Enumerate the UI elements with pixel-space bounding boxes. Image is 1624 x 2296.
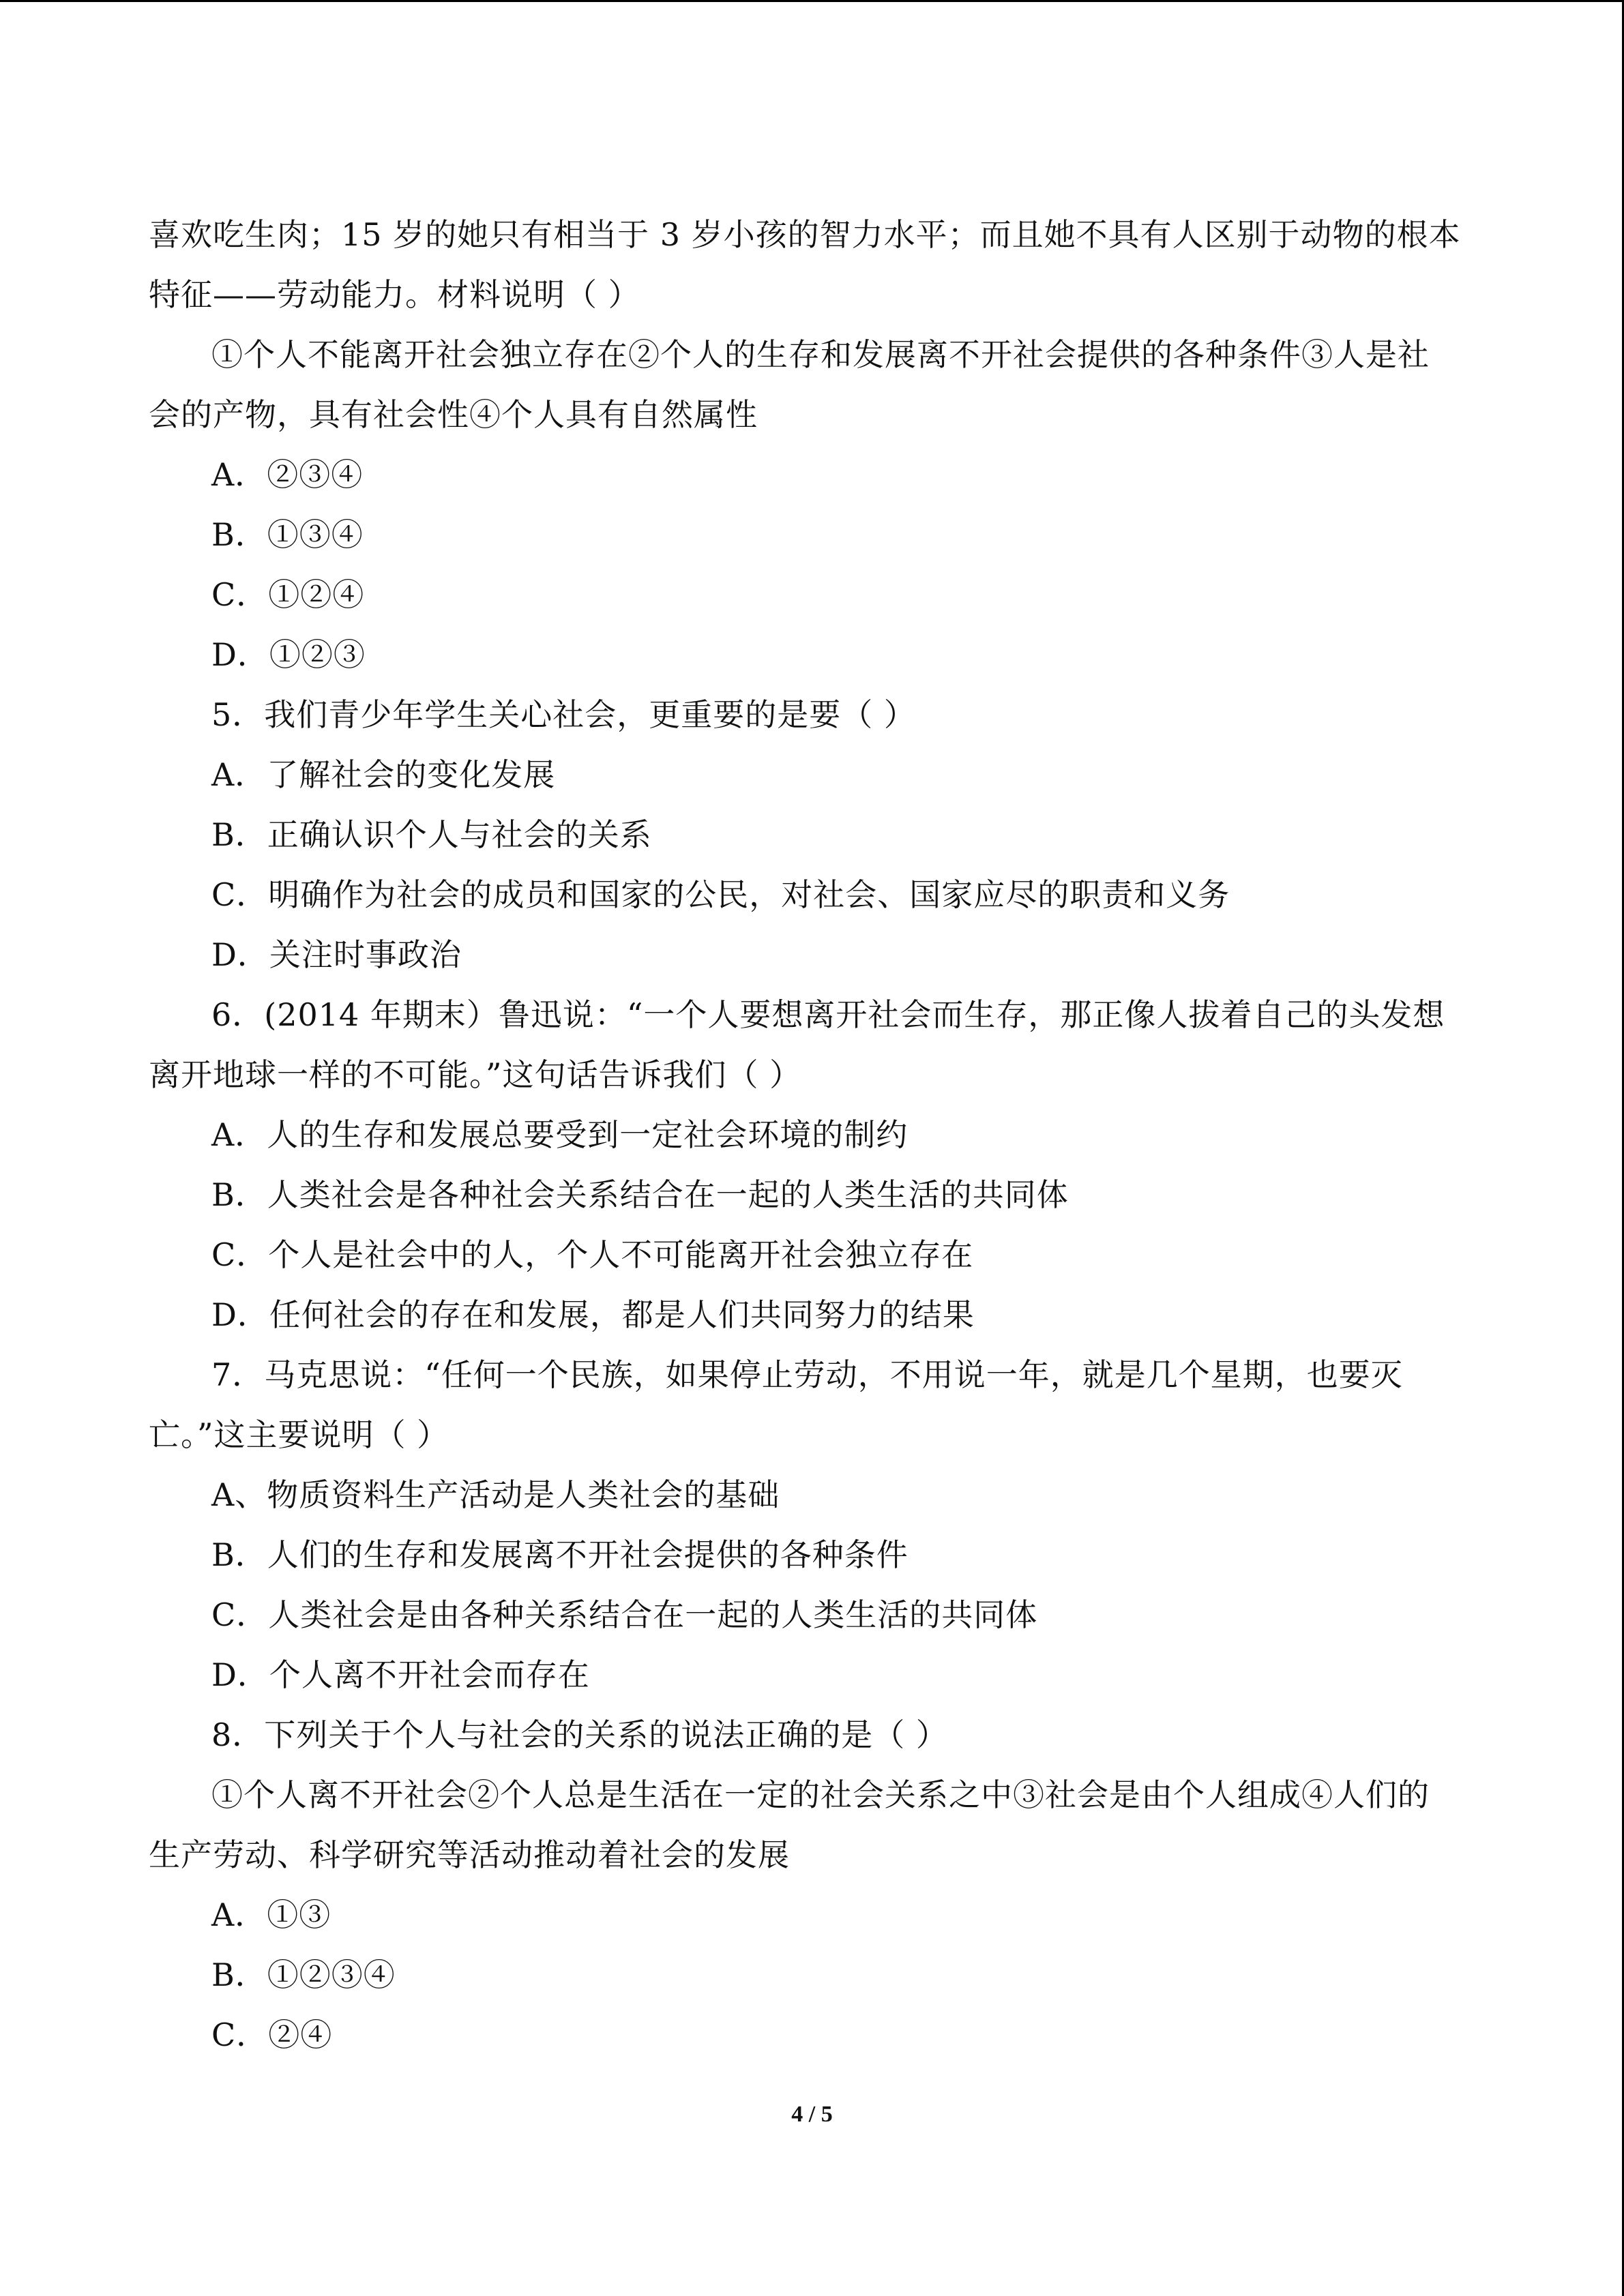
statement-line: ①个人不能离开社会独立存在②个人的生存和发展离不开社会提供的各种条件③人是社 [211, 336, 1430, 373]
question-5: 5．我们青少年学生关心社会，更重要的是要（ ） [211, 696, 916, 733]
question-6: 6．(2014 年期末）鲁迅说：“一个人要想离开社会而生存，那正像人拔着自己的头发想 [211, 996, 1445, 1033]
answer-option-a: A．了解社会的变化发展 [211, 756, 556, 793]
answer-option-d: D．任何社会的存在和发展，都是人们共同努力的结果 [211, 1296, 975, 1333]
answer-option-a: A．①③ [211, 1896, 331, 1933]
text-line: 生产劳动、科学研究等活动推动着社会的发展 [149, 1836, 790, 1873]
text-line: 特征——劳动能力。材料说明（ ） [149, 276, 640, 313]
answer-option-a: A．人的生存和发展总要受到一定社会环境的制约 [211, 1116, 909, 1153]
answer-option-c: C．②④ [211, 2016, 333, 2053]
answer-option-b: B．人类社会是各种社会关系结合在一起的人类生活的共同体 [211, 1176, 1069, 1213]
answer-option-a: A．②③④ [211, 456, 364, 493]
text-line: 会的产物，具有社会性④个人具有自然属性 [149, 396, 758, 433]
answer-option-b: B．①②③④ [211, 1956, 396, 1993]
answer-option-c: C．人类社会是由各种关系结合在一起的人类生活的共同体 [211, 1596, 1038, 1633]
question-7: 7．马克思说：“任何一个民族，如果停止劳动，不用说一年，就是几个星期，也要灭 [211, 1356, 1403, 1393]
text-line: 亡。”这主要说明（ ） [149, 1416, 449, 1453]
text-line: 喜欢吃生肉；15 岁的她只有相当于 3 岁小孩的智力水平；而且她不具有人区别于动物的根本 [149, 216, 1461, 253]
statement-line: ①个人离不开社会②个人总是生活在一定的社会关系之中③社会是由个人组成④人们的 [211, 1776, 1430, 1813]
page-number: 4 / 5 [791, 2102, 833, 2127]
answer-option-c: C．①②④ [211, 576, 365, 613]
document-body [149, 205, 1472, 2065]
answer-option-b: B．正确认识个人与社会的关系 [211, 816, 652, 853]
answer-option-c: C．明确作为社会的成员和国家的公民，对社会、国家应尽的职责和义务 [211, 876, 1230, 913]
page-top-border [0, 0, 1624, 2]
answer-option-d: D．①②③ [211, 636, 366, 673]
question-8: 8．下列关于个人与社会的关系的说法正确的是（ ） [211, 1716, 948, 1753]
answer-option-d: D．关注时事政治 [211, 936, 462, 973]
answer-option-c: C．个人是社会中的人，个人不可能离开社会独立存在 [211, 1236, 974, 1273]
text-line: 离开地球一样的不可能。”这句话告诉我们（ ） [149, 1056, 802, 1093]
answer-option-b: B．人们的生存和发展离不开社会提供的各种条件 [211, 1536, 909, 1573]
answer-option-b: B．①③④ [211, 516, 364, 553]
answer-option-a: A、物质资料生产活动是人类社会的基础 [211, 1476, 780, 1513]
answer-option-d: D．个人离不开社会而存在 [211, 1656, 590, 1693]
